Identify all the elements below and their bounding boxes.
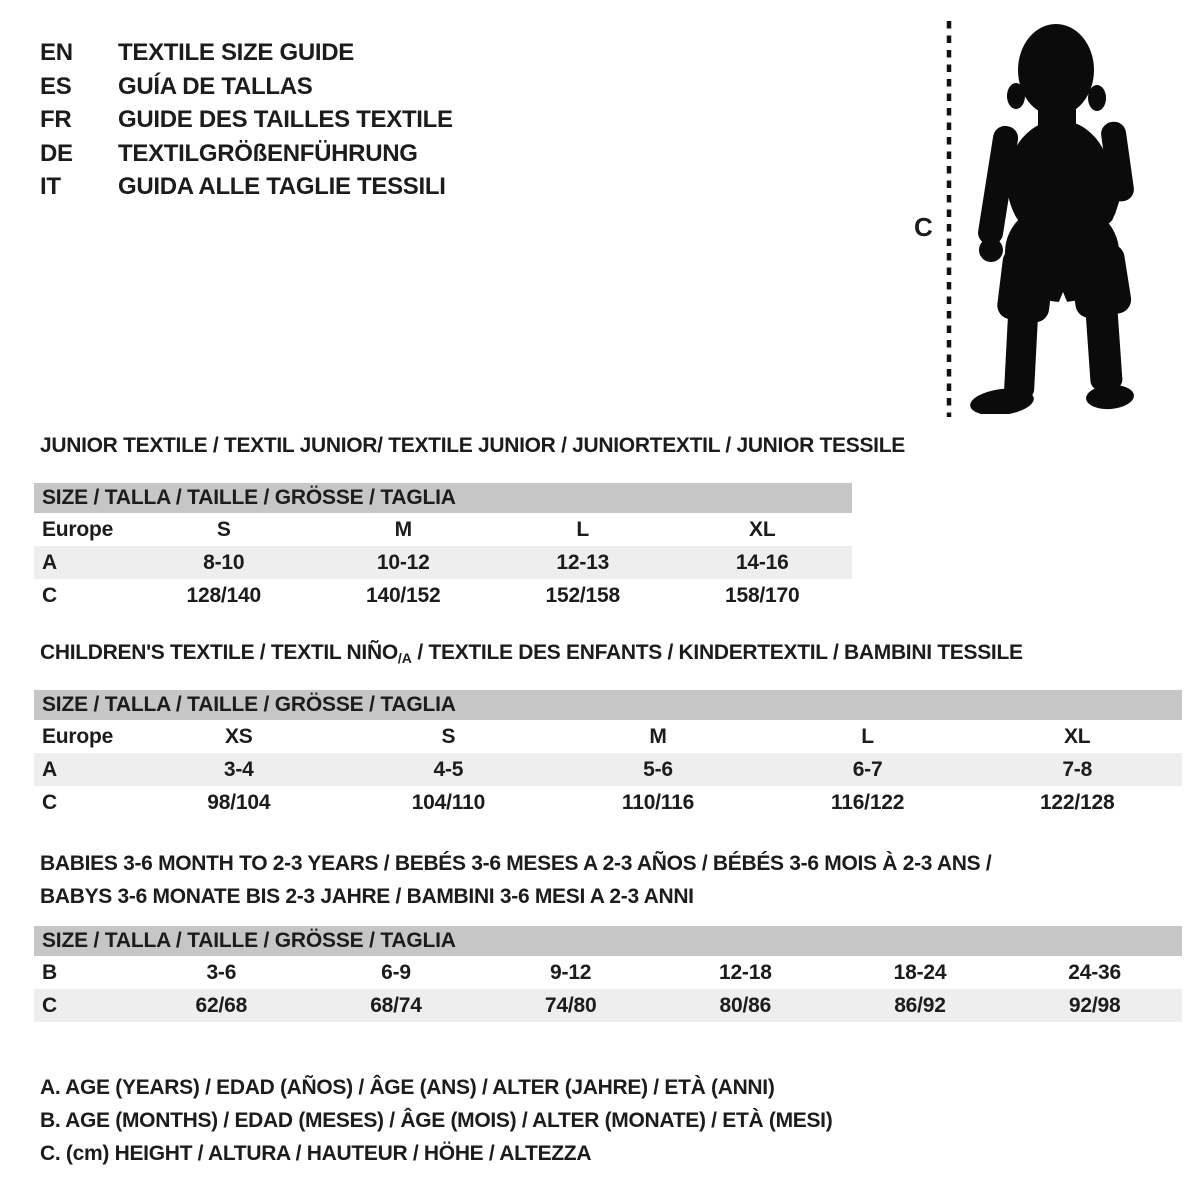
value-cell: 10-12 (376, 551, 430, 574)
guide-title-fr: GUIDE DES TAILLES TEXTILE (118, 106, 453, 133)
children-title-main: CHILDREN'S TEXTILE / TEXTIL NIÑO (40, 641, 398, 664)
language-code: EN (40, 39, 73, 66)
language-row (40, 170, 453, 204)
baby-silhouette-icon (960, 14, 1140, 414)
size-cell: M (649, 725, 667, 748)
table-row-age (34, 753, 1182, 786)
size-cell: L (576, 518, 590, 541)
size-cell: M (394, 518, 412, 541)
value-cell: 3-4 (223, 758, 254, 781)
row-label: A (42, 758, 57, 781)
legend-age-months: B. AGE (MONTHS) / EDAD (MESES) / ÂGE (MOIS) / ALTER (MONATE) / ETÀ (MESI) (40, 1109, 833, 1132)
row-label: C (42, 584, 57, 607)
row-label: C (42, 791, 57, 814)
language-row (40, 137, 453, 171)
size-cell: XL (1063, 725, 1091, 748)
measurement-legend (40, 1071, 832, 1170)
table-row-age (34, 546, 852, 579)
value-cell: 110/116 (621, 791, 695, 814)
value-cell: 140/152 (365, 584, 441, 607)
row-label: B (42, 961, 57, 984)
value-cell: 24-36 (1068, 961, 1122, 984)
language-row (40, 36, 453, 70)
row-label: Europe (42, 725, 114, 748)
size-header-bar: SIZE / TALLA / TAILLE / GRÖSSE / TAGLIA (34, 690, 1182, 720)
guide-title-it: GUIDA ALLE TAGLIE TESSILI (118, 173, 446, 200)
value-cell: 7-8 (1062, 758, 1093, 781)
value-cell: 14-16 (735, 551, 789, 574)
value-cell: 152/158 (545, 584, 620, 607)
value-cell: 8-10 (203, 551, 245, 574)
language-row (40, 103, 453, 137)
children-size-table (34, 690, 1182, 819)
value-cell: 3-6 (206, 961, 237, 984)
row-label: Europe (42, 518, 114, 541)
children-title-rest: / TEXTILE DES ENFANTS / KINDERTEXTIL / BAMBINI TESSILE (411, 641, 1023, 664)
size-cell: S (441, 725, 456, 748)
table-row-europe (34, 513, 852, 546)
value-cell: 98/104 (207, 791, 271, 814)
language-code: DE (40, 139, 73, 167)
value-cell: 104/110 (411, 791, 486, 814)
value-cell: 116/122 (830, 791, 905, 814)
language-code: ES (40, 72, 72, 100)
value-cell: 122/128 (1039, 791, 1115, 814)
value-cell: 68/74 (370, 994, 422, 1017)
value-cell: 92/98 (1068, 994, 1121, 1017)
value-cell: 74/80 (544, 994, 597, 1017)
value-cell: 4-5 (433, 758, 464, 781)
table-row-months (34, 956, 1182, 989)
size-cell: XS (224, 725, 253, 748)
guide-title-es: GUÍA DE TALLAS (118, 72, 313, 100)
value-cell: 6-7 (852, 758, 883, 781)
value-cell: 5-6 (643, 758, 673, 781)
children-title-subscript: /A (397, 650, 412, 666)
legend-age-years: A. AGE (YEARS) / EDAD (AÑOS) / ÂGE (ANS) / ALTER (JAHRE) / ETÀ (ANNI) (40, 1076, 775, 1099)
language-code: IT (40, 173, 61, 200)
value-cell: 62/68 (195, 994, 248, 1017)
table-row-height (34, 989, 1182, 1022)
babies-title-line1: BABIES 3-6 MONTH TO 2-3 YEARS / BEBÉS 3-6 MESES A 2-3 AÑOS / BÉBÉS 3-6 MOIS À 2-3 ANS / (40, 852, 992, 875)
table-row-height (34, 579, 852, 612)
guide-title-de: TEXTILGRÖßENFÜHRUNG (118, 139, 418, 167)
babies-size-table (34, 926, 1182, 1022)
size-cell: S (216, 518, 231, 541)
value-cell: 9-12 (550, 961, 592, 984)
height-measure-label: C (914, 212, 933, 242)
guide-title-en: TEXTILE SIZE GUIDE (118, 39, 354, 66)
value-cell: 12-13 (556, 551, 610, 574)
size-cell: XL (749, 518, 776, 541)
row-label: A (42, 551, 57, 574)
table-row-europe (34, 720, 1182, 753)
language-title-list (40, 36, 453, 204)
table-row-height (34, 786, 1182, 819)
babies-section-title (40, 847, 991, 913)
junior-section-title: JUNIOR TEXTILE / TEXTIL JUNIOR/ TEXTILE JUNIOR / JUNIORTEXTIL / JUNIOR TESSILE (40, 434, 905, 457)
size-cell: L (861, 725, 874, 748)
language-code: FR (40, 106, 72, 133)
value-cell: 18-24 (893, 961, 947, 984)
height-measure-dashed-line (945, 21, 953, 417)
value-cell: 12-18 (718, 961, 772, 984)
size-header-bar: SIZE / TALLA / TAILLE / GRÖSSE / TAGLIA (34, 926, 1182, 956)
value-cell: 128/140 (186, 584, 261, 607)
legend-height-cm: C. (cm) HEIGHT / ALTURA / HAUTEUR / HÖHE / ALTEZZA (40, 1142, 592, 1165)
babies-title-line2: BABYS 3-6 MONATE BIS 2-3 JAHRE / BAMBINI 3-6 MESI A 2-3 ANNI (40, 885, 694, 908)
children-section-title (40, 641, 1023, 670)
value-cell: 86/92 (894, 994, 946, 1017)
row-label: C (42, 994, 57, 1017)
language-row (40, 70, 453, 104)
size-header-bar: SIZE / TALLA / TAILLE / GRÖSSE / TAGLIA (34, 483, 852, 513)
value-cell: 80/86 (719, 994, 772, 1017)
junior-size-table (34, 483, 852, 612)
value-cell: 6-9 (381, 961, 411, 984)
value-cell: 158/170 (724, 584, 800, 607)
